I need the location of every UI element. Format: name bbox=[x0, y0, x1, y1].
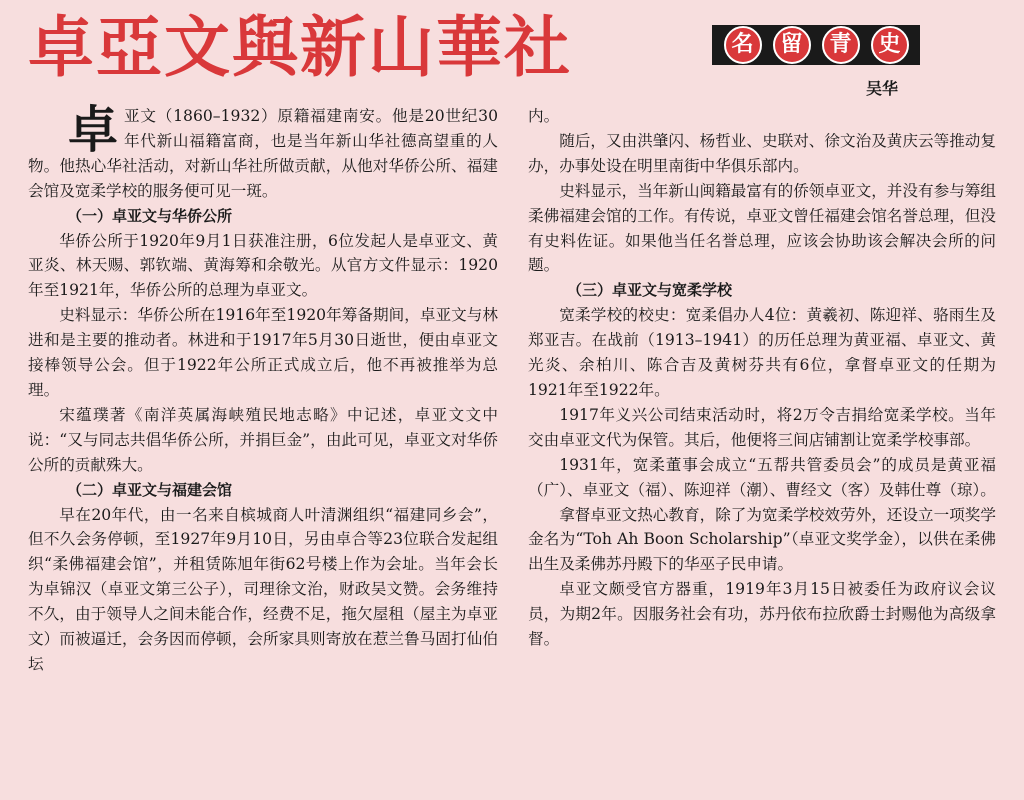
paragraph-text: （三）卓亚文与宽柔学校 bbox=[567, 281, 733, 300]
paragraph-text: 1917年义兴公司结束活动时，将2万令吉捐给宽柔学校。当年交由卓亚文代为保管。其后，他便将三间店铺割让宽柔学校事部。 bbox=[528, 405, 996, 449]
paragraph-text: 亚文（1860–1932）原籍福建南安。他是20世纪30年代新山福籍富商，也是当年新山华社德高望重的人物。他热心华社活动，对新山华社所做贡献，从他对华侨公所、福建会馆及宽柔学校的服务便可见一斑。 bbox=[28, 107, 498, 200]
article-paragraph bbox=[28, 303, 498, 403]
article-paragraph bbox=[528, 303, 996, 403]
paragraph-text: （二）卓亚文与福建会馆 bbox=[67, 480, 233, 499]
section-heading bbox=[28, 478, 498, 503]
paragraph-text: 1931年，宽柔董事会成立“五帮共管委员会”的成员是黄亚福（广）、卓亚文（福）、陈迎祥（潮）、曹经文（客）及韩仕尊（琼）。 bbox=[528, 455, 996, 499]
paragraph-text: （一）卓亚文与华侨公所 bbox=[67, 206, 233, 225]
article-paragraph bbox=[528, 453, 996, 503]
column-badge-char: 留 bbox=[773, 26, 811, 64]
paragraph-text: 宋蕴璞著《南洋英属海峡殖民地志略》中记述，卓亚文文中说：“又与同志共倡华侨公所，并捐巨金”，由此可见，卓亚文对华侨公所的贡献殊大。 bbox=[28, 405, 498, 474]
article-paragraph bbox=[28, 403, 498, 478]
column-badge bbox=[712, 25, 920, 65]
article-paragraph bbox=[528, 179, 996, 279]
article-paragraph bbox=[528, 577, 996, 652]
paragraph-text: 卓亚文颇受官方器重，1919年3月15日被委任为政府议会议员，为期2年。因服务社会有功，苏丹依布拉欣爵士封赐他为高级拿督。 bbox=[528, 580, 996, 649]
article-paragraph bbox=[528, 129, 996, 179]
article-paragraph bbox=[528, 104, 996, 129]
paragraph-text: 拿督卓亚文热心教育，除了为宽柔学校效劳外，还设立一项奖学金名为“Toh Ah Boon Scholarship”（卓亚文奖学金），以供在柔佛出生及柔佛苏丹殿下的华巫子民申请。 bbox=[528, 505, 996, 574]
paragraph-text: 宽柔学校的校史：宽柔倡办人4位：黄羲初、陈迎祥、骆雨生及郑亚吉。在战前（1913–1941）的历任总理为黄亚福、卓亚文、黄光炎、余柏川、陈合吉及黄树芬共有6位，拿督卓亚文的任期为1921年至1922年。 bbox=[528, 306, 996, 399]
column-badge-char: 史 bbox=[871, 26, 909, 64]
paragraph-text: 早在20年代，由一名来自槟城商人叶清渊组织“福建同乡会”，但不久会务停顿，至1927年9月10日，另由卓合等23位联合发起组织“柔佛福建会馆”，并租赁陈旭年街62号楼上作为会址。当年会长为卓锦汉（卓亚文第三公子），司理徐文治，财政吴文赞。会务维持不久，由于领导人之间未能合作，经费不足，拖欠屋租（屋主为卓亚文）而被逼迁，会务因而停顿，会所家具则寄放在惹兰鲁马固打仙伯坛 bbox=[28, 505, 498, 673]
column-badge-char: 青 bbox=[822, 26, 860, 64]
section-heading bbox=[528, 278, 996, 303]
paragraph-text: 随后，又由洪肇闪、杨哲业、史联对、徐文治及黄庆云等推动复办，办事处设在明里南街中华俱乐部内。 bbox=[528, 131, 996, 175]
article-column-left bbox=[28, 101, 498, 677]
article-column-right bbox=[528, 104, 996, 652]
article-paragraph bbox=[28, 503, 498, 677]
author-byline: 吴华 bbox=[866, 79, 899, 98]
article-paragraph bbox=[528, 503, 996, 578]
paragraph-text: 内。 bbox=[528, 107, 560, 125]
paragraph-text: 华侨公所于1920年9月1日获准注册，6位发起人是卓亚文、黄亚炎、林天赐、郭钦端、黄海筹和余敬光。从官方文件显示：1920年至1921年，华侨公所的总理为卓亚文。 bbox=[28, 231, 498, 300]
section-heading bbox=[28, 204, 498, 229]
column-badge-char: 名 bbox=[724, 26, 762, 64]
paragraph-text: 史料显示：华侨公所在1916年至1920年筹备期间，卓亚文与林进和是主要的推动者。林进和于1917年5月30日逝世，便由卓亚文接棒领导公会。但于1922年公所正式成立后，他不再被推举为总理。 bbox=[28, 306, 498, 399]
article-paragraph bbox=[28, 229, 498, 304]
article-headline: 卓亞文與新山華社 bbox=[28, 9, 572, 86]
article-paragraph bbox=[528, 403, 996, 453]
paragraph-text: 史料显示，当年新山闽籍最富有的侨领卓亚文，并没有参与筹组柔佛福建会馆的工作。有传说，卓亚文曾任福建会馆名誉总理，但没有史料佐证。如果他当任名誉总理，应该会协助该会解决会所的问题。 bbox=[528, 181, 996, 275]
drop-cap: 卓 bbox=[68, 101, 118, 159]
article-paragraph bbox=[28, 101, 498, 204]
